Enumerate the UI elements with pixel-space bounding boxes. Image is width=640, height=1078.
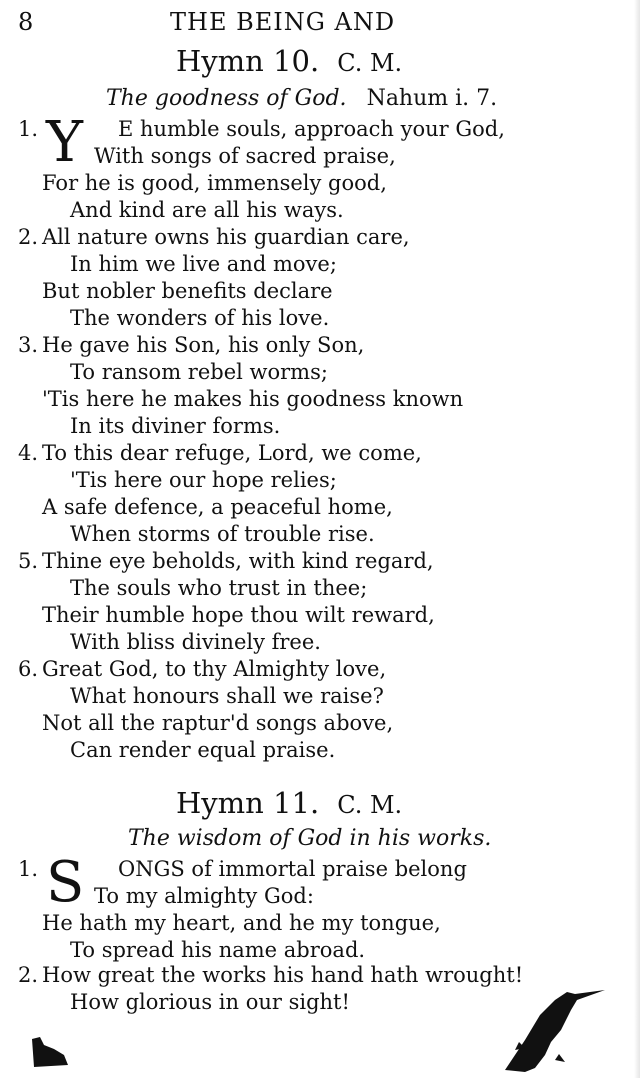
stanza-line: He hath my heart, and he my tongue, bbox=[42, 911, 441, 935]
hymn-11-subtitle bbox=[128, 826, 491, 851]
stanza-line: When storms of trouble rise. bbox=[70, 522, 375, 546]
hymn-11-subtitle-text: The wisdom of God in his works. bbox=[128, 826, 492, 851]
stanza-line: 'Tis here our hope relies; bbox=[70, 468, 337, 492]
stanza-line: To spread his name abroad. bbox=[70, 938, 366, 962]
stanza-line-text: How great the works his hand hath wrought! bbox=[42, 963, 524, 987]
stanza-line: How glorious in our sight! bbox=[70, 990, 350, 1014]
hymn-10-stanza-3 bbox=[18, 332, 618, 440]
hymn-10-reference: Nahum i. 7. bbox=[366, 86, 498, 111]
stanza-line: Can render equal praise. bbox=[70, 738, 336, 762]
stanza-line-text: To this dear refuge, Lord, we come, bbox=[42, 441, 422, 465]
stanza-line-text: Thine eye beholds, with kind regard, bbox=[42, 549, 434, 573]
stanza-line-text: ONGS of immortal praise belong bbox=[118, 857, 467, 881]
stanza-line: But nobler benefits declare bbox=[42, 279, 333, 303]
stanza-number: 6. bbox=[18, 657, 39, 681]
hymn-11-meter: C. M. bbox=[337, 791, 403, 819]
hymn-11-stanza-1 bbox=[18, 850, 618, 964]
ink-blot-icon bbox=[30, 1035, 70, 1069]
stanza-line bbox=[18, 224, 618, 251]
running-head: THE BEING AND bbox=[170, 8, 396, 36]
stanza-line: To my almighty God: bbox=[94, 884, 314, 908]
stanza-line-text: Great God, to thy Almighty love, bbox=[42, 657, 387, 681]
stanza-number: 1. bbox=[18, 857, 39, 881]
hymn-10-subtitle-text: The goodness of God. bbox=[106, 86, 347, 111]
stanza-line bbox=[18, 332, 618, 359]
stanza-line: For he is good, immensely good, bbox=[42, 171, 387, 195]
drop-cap: Y bbox=[46, 110, 83, 175]
hymn-11-title bbox=[176, 786, 402, 820]
stanza-line: Not all the raptur'd songs above, bbox=[42, 711, 394, 735]
stanza-number: 2. bbox=[18, 225, 39, 249]
stanza-line bbox=[18, 440, 618, 467]
stanza-line: A safe defence, a peaceful home, bbox=[42, 495, 393, 519]
hymn-10-stanza-1 bbox=[18, 110, 618, 224]
stanza-line: To ransom rebel worms; bbox=[70, 360, 328, 384]
stanza-line: In him we live and move; bbox=[70, 252, 337, 276]
stanza-line: The souls who trust in thee; bbox=[70, 576, 368, 600]
hymn-10-stanza-4 bbox=[18, 440, 618, 548]
drop-cap: S bbox=[46, 850, 85, 915]
stanza-number: 3. bbox=[18, 333, 39, 357]
hymn-10-title-text: Hymn 10. bbox=[176, 44, 320, 78]
stanza-line: Their humble hope thou wilt reward, bbox=[42, 603, 435, 627]
hymn-10-stanza-6 bbox=[18, 656, 618, 764]
hymn-10-stanza-2 bbox=[18, 224, 618, 332]
bird-drawing-icon bbox=[495, 980, 615, 1075]
hymn-10-stanza-5 bbox=[18, 548, 618, 656]
hymn-10-subtitle bbox=[106, 86, 497, 111]
page-number: 8 bbox=[18, 8, 34, 36]
stanza-line: The wonders of his love. bbox=[70, 306, 330, 330]
stanza-line: 'Tis here he makes his goodness known bbox=[42, 387, 464, 411]
stanza-line: In its diviner forms. bbox=[70, 414, 281, 438]
stanza-line-text: All nature owns his guardian care, bbox=[42, 225, 410, 249]
stanza-number: 5. bbox=[18, 549, 39, 573]
stanza-number: 2. bbox=[18, 963, 39, 987]
stanza-line: With bliss divinely free. bbox=[70, 630, 321, 654]
hymn-10-meter: C. M. bbox=[337, 49, 403, 77]
page-edge-shadow bbox=[634, 0, 640, 1078]
stanza-line-text: He gave his Son, his only Son, bbox=[42, 333, 365, 357]
stanza-line: And kind are all his ways. bbox=[70, 198, 344, 222]
stanza-line: With songs of sacred praise, bbox=[94, 144, 396, 168]
stanza-line-text: E humble souls, approach your God, bbox=[118, 117, 505, 141]
stanza-line bbox=[18, 548, 618, 575]
hymn-10-title bbox=[176, 44, 402, 78]
stanza-number: 4. bbox=[18, 441, 39, 465]
stanza-number: 1. bbox=[18, 117, 39, 141]
hymn-11-title-text: Hymn 11. bbox=[176, 786, 320, 820]
stanza-line bbox=[18, 656, 618, 683]
stanza-line: What honours shall we raise? bbox=[70, 684, 384, 708]
